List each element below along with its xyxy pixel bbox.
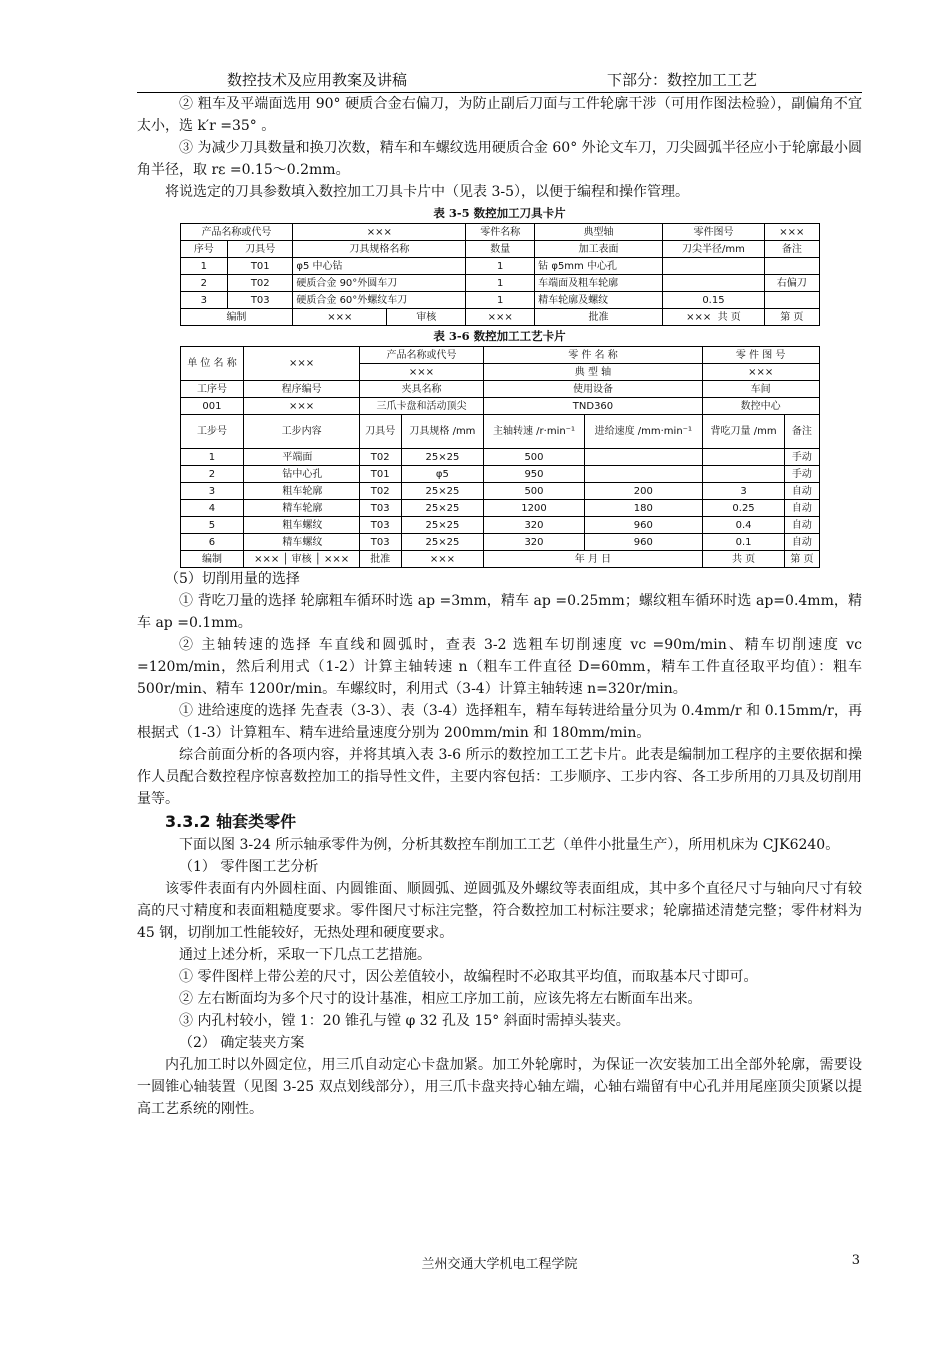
table-cell: 产品名称或代号 bbox=[180, 224, 293, 241]
table-cell bbox=[702, 449, 785, 466]
table-cell: 3 bbox=[180, 292, 228, 309]
table-cell: 0.4 bbox=[702, 517, 785, 534]
table-header: 主轴转速 /r·min⁻¹ bbox=[484, 415, 585, 449]
paragraph: 通过上述分析，采取一下几点工艺措施。 bbox=[179, 947, 431, 963]
table-cell: 25×25 bbox=[401, 483, 484, 500]
table-cell: 批准 bbox=[535, 309, 663, 326]
table-cell: 950 bbox=[484, 466, 585, 483]
table-cell: T03 bbox=[359, 517, 401, 534]
table-cell: 钻 φ5mm 中心孔 bbox=[535, 258, 663, 275]
table-cell: 审核 bbox=[387, 309, 466, 326]
table-cell: 25×25 bbox=[401, 500, 484, 517]
table-cell: 1 bbox=[180, 449, 244, 466]
table-header: 刀具号 bbox=[228, 241, 293, 258]
paragraph: ① 零件图样上带公差的尺寸，因公差值较小，故编程时不必取其平均值，而取基本尺寸即可。 bbox=[179, 969, 758, 985]
table-cell: T01 bbox=[228, 258, 293, 275]
page-header bbox=[137, 68, 862, 93]
table-cell: 0.15 bbox=[662, 292, 764, 309]
section-title: 3.3.2 轴套类零件 bbox=[165, 812, 297, 831]
table-cell: 500 bbox=[484, 449, 585, 466]
paragraph: ② 左右断面均为多个尺寸的设计基准，相应工序加工前，应该先将左右断面车出来。 bbox=[179, 991, 702, 1007]
table-cell-text: ××× bbox=[254, 553, 280, 565]
table-cell: 自动 bbox=[785, 517, 819, 534]
table-cell: 典 型 轴 bbox=[484, 364, 703, 381]
table-cell: 手动 bbox=[785, 449, 819, 466]
table-cell: 0.25 bbox=[702, 500, 785, 517]
table-cell: 车间 bbox=[702, 381, 819, 398]
table-cell-text: 共 页 bbox=[717, 311, 741, 323]
table-cell bbox=[702, 466, 785, 483]
table-cell: 180 bbox=[584, 500, 702, 517]
table-cell: 自动 bbox=[785, 483, 819, 500]
table-cell-text: 审核 bbox=[291, 553, 312, 565]
page-body bbox=[137, 93, 862, 1120]
table-cell: 数控中心 bbox=[702, 398, 819, 415]
paragraph: 该零件表面有内外圆柱面、内圆锥面、顺圆弧、逆圆弧及外螺纹等表面组成，其中多个直径尺寸与轴向尺寸有较高的尺寸精度和表面粗糙度要求。零件图尺寸标注完整，符合数控加工村标注要求；轮廓描述清楚完整；零件材料为 45 钢，切削加工性能较好，无热处理和硬度要求。 bbox=[137, 881, 862, 941]
table-header: 进给速度 /mm·min⁻¹ bbox=[584, 415, 702, 449]
table-cell: 精车轮廓 bbox=[244, 500, 359, 517]
table-cell: 3 bbox=[180, 483, 244, 500]
table-cell: 典型轴 bbox=[535, 224, 663, 241]
table-cell: 自动 bbox=[785, 534, 819, 551]
table-cell: 25×25 bbox=[401, 449, 484, 466]
table-cell: 钻中心孔 bbox=[244, 466, 359, 483]
footer-institution: 兰州交通大学机电工程学院 bbox=[421, 1257, 578, 1272]
table-cell: 1 bbox=[466, 292, 535, 309]
table-cell bbox=[662, 258, 764, 275]
table-cell: 右偏刀 bbox=[765, 275, 819, 292]
paragraph: ③ 内孔村较小，镗 1：20 锥孔与镗 φ 32 孔及 15° 斜面时需掉头装夹。 bbox=[179, 1013, 630, 1029]
table-3-5-caption: 表 3-5 数控加工刀具卡片 bbox=[433, 206, 566, 220]
table-cell: 500 bbox=[484, 483, 585, 500]
table-cell: 粗车轮廓 bbox=[244, 483, 359, 500]
table-cell: 粗车螺纹 bbox=[244, 517, 359, 534]
table-cell: φ5 bbox=[401, 466, 484, 483]
table-cell: 5 bbox=[180, 517, 244, 534]
table-header: 备注 bbox=[785, 415, 819, 449]
table-cell: 零件图号 bbox=[662, 224, 764, 241]
table-cell: 320 bbox=[484, 534, 585, 551]
table-cell: 0.1 bbox=[702, 534, 785, 551]
table-cell: T02 bbox=[359, 483, 401, 500]
table-cell: 程序编号 bbox=[244, 381, 359, 398]
paragraph: （5）切削用量的选择 bbox=[165, 571, 300, 587]
table-cell-text: 编制 bbox=[201, 553, 222, 565]
table-header: 背吃刀量 /mm bbox=[702, 415, 785, 449]
table-cell: ××× bbox=[293, 309, 387, 326]
table-cell: 001 bbox=[180, 398, 244, 415]
table-cell: 4 bbox=[180, 500, 244, 517]
table-cell: 平端面 bbox=[244, 449, 359, 466]
table-cell: ××× bbox=[401, 551, 484, 568]
table-cell bbox=[584, 449, 702, 466]
table-cell: 第 页 bbox=[785, 551, 819, 568]
table-cell: TND360 bbox=[484, 398, 703, 415]
paragraph: ② 主轴转速的选择 车直线和圆弧时，查表 3-2 选粗车切削速度 vc =90m/min、精车切削速度 vc =120m/min，然后利用式（1-2）计算主轴转速 n（粗车工件直径 D=60mm，精车工件直径取平均值）：粗车 500r/min、精车 1200r/min。车螺纹时，利用式（3-4）计算主轴转速 n=320r/min。 bbox=[137, 637, 862, 697]
table-cell: ××× bbox=[765, 224, 819, 241]
table-cell: T01 bbox=[359, 466, 401, 483]
table-3-6 bbox=[180, 346, 820, 568]
table-header: 加工表面 bbox=[535, 241, 663, 258]
table-cell: 零 件 名 称 bbox=[484, 347, 703, 364]
table-cell: 单 位 名 称 bbox=[180, 347, 244, 381]
table-header: 刀具规格 /mm bbox=[401, 415, 484, 449]
table-cell: 1200 bbox=[484, 500, 585, 517]
table-cell: 自动 bbox=[785, 500, 819, 517]
table-cell: ××× bbox=[466, 309, 535, 326]
table-cell: T03 bbox=[359, 500, 401, 517]
table-header: 序号 bbox=[180, 241, 228, 258]
table-cell: 三爪卡盘和活动顶尖 bbox=[359, 398, 483, 415]
table-cell: 硬质合金 60°外螺纹车刀 bbox=[293, 292, 466, 309]
paragraph: （1） 零件图工艺分析 bbox=[179, 859, 319, 875]
table-cell: 硬质合金 90°外圆车刀 bbox=[293, 275, 466, 292]
table-cell: 1 bbox=[180, 258, 228, 275]
table-cell: 零 件 图 号 bbox=[702, 347, 819, 364]
table-cell: T02 bbox=[228, 275, 293, 292]
table-cell: 夹具名称 bbox=[359, 381, 483, 398]
paragraph: 综合前面分析的各项内容，并将其填入表 3-6 所示的数控加工工艺卡片。此表是编制加工程序的主要依据和操作人员配合数控程序惊喜数控加工的指导性文件，主要内容包括：工步顺序、工步内容、各工步所用的刀具及切削用量等。 bbox=[137, 747, 862, 807]
header-right: 下部分：数控加工工艺 bbox=[607, 71, 758, 89]
table-cell: T03 bbox=[228, 292, 293, 309]
paragraph: ① 进给速度的选择 先查表（3-3）、表（3-4）选择粗车，精车每转进给量分贝为 0.4mm/r 和 0.15mm/r，再根据式（1-3）计算粗车、精车进给量速度分别为 200mm/min 和 180mm/min。 bbox=[137, 703, 862, 741]
table-cell: φ5 中心钻 bbox=[293, 258, 466, 275]
table-cell: 零件名称 bbox=[466, 224, 535, 241]
table-header: 刀具号 bbox=[359, 415, 401, 449]
table-cell: 工序号 bbox=[180, 381, 244, 398]
table-cell: 6 bbox=[180, 534, 244, 551]
page-number: 3 bbox=[851, 1253, 860, 1268]
table-cell bbox=[765, 258, 819, 275]
table-header: 工步号 bbox=[180, 415, 244, 449]
table-cell-text: ××× bbox=[324, 553, 350, 565]
table-3-5 bbox=[180, 223, 820, 326]
table-cell bbox=[765, 292, 819, 309]
header-left: 数控技术及应用教案及讲稿 bbox=[227, 71, 408, 89]
table-cell: ××× bbox=[293, 224, 466, 241]
table-cell: 手动 bbox=[785, 466, 819, 483]
table-cell: 共 页 bbox=[702, 551, 785, 568]
table-cell: 使用设备 bbox=[484, 381, 703, 398]
table-cell: ××× bbox=[244, 347, 359, 381]
table-cell bbox=[662, 309, 764, 326]
table-cell: 200 bbox=[584, 483, 702, 500]
paragraph: 内孔加工时以外圆定位，用三爪自动定心卡盘加紧。加工外轮廓时，为保证一次安装加工出全部外轮廓，需要设一圆锥心轴装置（见图 3-25 双点划线部分），用三爪卡盘夹持心轴左端，心轴右端留有中心孔并用尾座顶尖顶紧以提高工艺系统的刚性。 bbox=[137, 1057, 862, 1117]
table-cell: 车端面及粗车轮廓 bbox=[535, 275, 663, 292]
table-cell bbox=[180, 551, 244, 568]
table-header: 工步内容 bbox=[244, 415, 359, 449]
paragraph: （2） 确定装夹方案 bbox=[179, 1035, 305, 1051]
table-cell: ××× bbox=[359, 364, 483, 381]
table-header: 刀具规格名称 bbox=[293, 241, 466, 258]
table-cell-text: ××× bbox=[686, 311, 712, 323]
table-cell: ××× │ 审核 │ ××× bbox=[244, 551, 359, 568]
table-cell: 年 月 日 bbox=[484, 551, 703, 568]
table-cell: 25×25 bbox=[401, 517, 484, 534]
table-cell: 精车螺纹 bbox=[244, 534, 359, 551]
table-header: 备注 bbox=[765, 241, 819, 258]
table-cell: 编制 bbox=[180, 309, 293, 326]
table-cell bbox=[584, 466, 702, 483]
table-cell: ××× bbox=[702, 364, 819, 381]
paragraph: ② 粗车及平端面选用 90° 硬质合金右偏刀，为防止副后刀面与工件轮廓干涉（可用作图法检验），副偏角不宜太小，选 k′r =35° 。 bbox=[137, 96, 862, 134]
table-cell: T03 bbox=[359, 534, 401, 551]
table-cell: 精车轮廓及螺纹 bbox=[535, 292, 663, 309]
paragraph: 将说选定的刀具参数填入数控加工刀具卡片中（见表 3-5），以便于编程和操作管理。 bbox=[165, 184, 689, 200]
table-3-6-caption: 表 3-6 数控加工工艺卡片 bbox=[433, 329, 566, 343]
table-cell: 320 bbox=[484, 517, 585, 534]
table-cell bbox=[662, 275, 764, 292]
table-cell: T02 bbox=[359, 449, 401, 466]
table-cell: 第 页 bbox=[765, 309, 819, 326]
table-cell: 25×25 bbox=[401, 534, 484, 551]
table-header: 刀尖半径/mm bbox=[662, 241, 764, 258]
table-cell: 960 bbox=[584, 517, 702, 534]
table-cell: 1 bbox=[466, 258, 535, 275]
table-cell: 2 bbox=[180, 275, 228, 292]
table-header: 数量 bbox=[466, 241, 535, 258]
table-cell: 批准 bbox=[359, 551, 401, 568]
paragraph: ③ 为减少刀具数量和换刀次数，精车和车螺纹选用硬质合金 60° 外论文车刀，刀尖圆弧半径应小于轮廓最小圆角半径，取 rε =0.15～0.2mm。 bbox=[137, 140, 862, 178]
table-cell: 3 bbox=[702, 483, 785, 500]
table-cell: 2 bbox=[180, 466, 244, 483]
table-cell: 1 bbox=[466, 275, 535, 292]
table-cell: 960 bbox=[584, 534, 702, 551]
table-cell: ××× bbox=[244, 398, 359, 415]
paragraph: 下面以图 3-24 所示轴承零件为例，分析其数控车削加工工艺（单件小批量生产），所用机床为 CJK6240。 bbox=[179, 837, 840, 853]
paragraph: ① 背吃刀量的选择 轮廓粗车循环时选 ap =3mm，精车 ap =0.25mm；螺纹粗车循环时选 ap=0.4mm，精车 ap =0.1mm。 bbox=[137, 593, 862, 631]
table-cell: 产品名称或代号 bbox=[359, 347, 483, 364]
